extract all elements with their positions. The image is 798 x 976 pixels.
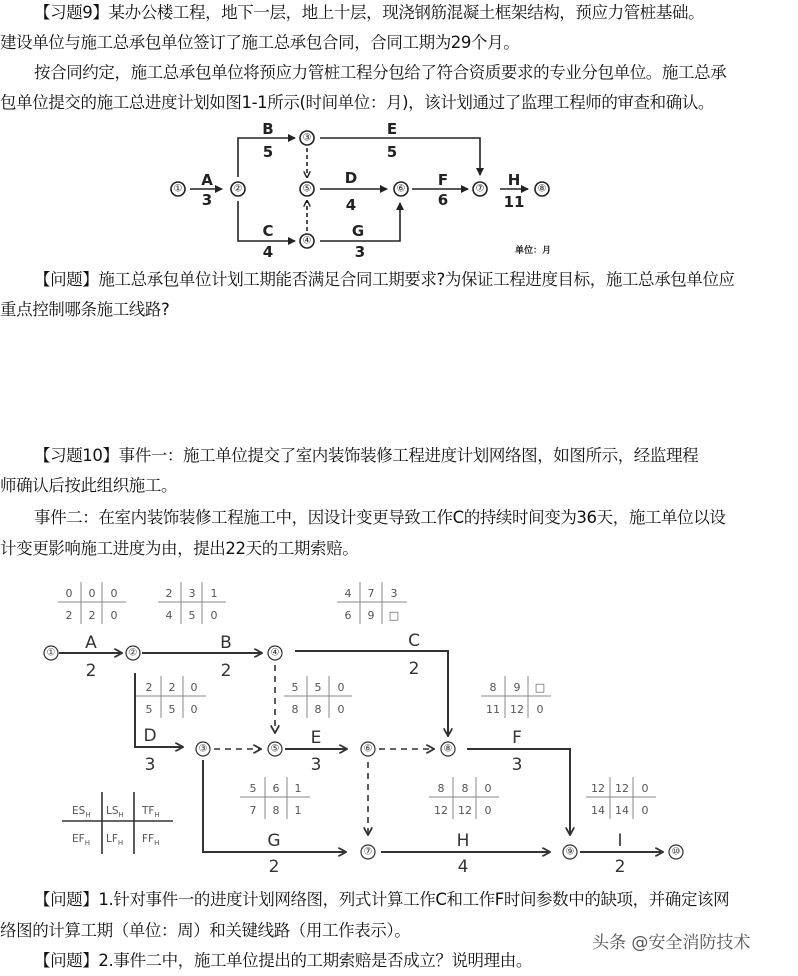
svg-text:14: 14 (615, 804, 629, 817)
svg-text:0: 0 (210, 609, 218, 622)
p9-node-4: ④ (302, 235, 312, 247)
p10-node-5: ⑤ (270, 743, 280, 755)
p10-params-f-ls: 9 (513, 681, 521, 694)
svg-text:5: 5 (249, 782, 257, 795)
svg-text:4: 4 (165, 609, 173, 622)
problem10-network-diagram (0, 570, 798, 875)
p9-node-2: ② (233, 183, 243, 195)
svg-text:7: 7 (249, 804, 257, 817)
svg-text:6: 6 (344, 609, 352, 622)
p10-activity-c-duration: 2 (408, 659, 420, 679)
p10-activity-b-name: B (220, 633, 232, 653)
p9-node-6: ⑥ (396, 183, 406, 195)
p10-activity-g-name: G (267, 831, 281, 851)
svg-text:0: 0 (337, 681, 345, 694)
p9-activity-a-name: A (201, 171, 213, 189)
p10-activity-d-duration: 3 (144, 755, 156, 775)
svg-text:ESH: $ES_H$ (72, 805, 91, 819)
p9-activity-g-duration: 3 (354, 243, 366, 260)
p10-params-f-missing-tf: □ (534, 681, 546, 694)
svg-text:8: 8 (461, 782, 469, 795)
svg-text:2: 2 (168, 681, 176, 694)
p10-params-i (586, 777, 656, 819)
svg-text:9: 9 (367, 609, 375, 622)
p9-node-8: ⑧ (537, 183, 547, 195)
svg-text:0: 0 (190, 681, 198, 694)
p10-params-a (58, 582, 126, 624)
p10-params-c (337, 582, 407, 624)
p10-activity-i-name: I (617, 831, 623, 851)
p10-params-f (481, 676, 551, 718)
p10-activity-e-name: E (310, 728, 322, 748)
svg-text:0: 0 (641, 804, 649, 817)
p9-activity-g-name: G (351, 222, 365, 240)
p10-activity-a-name: A (85, 633, 97, 653)
svg-text:12: 12 (615, 782, 629, 795)
p9-activity-c-name: C (262, 222, 274, 240)
svg-text:TFH: $TF_H$ (142, 805, 160, 819)
problem10-line4: 计变更影响施工进度为由，提出22天的工期索赔。 (0, 539, 359, 558)
svg-text:5: 5 (168, 703, 176, 716)
p9-activity-e-name: E (386, 120, 398, 138)
p9-activity-f-name: F (437, 171, 449, 189)
p10-activity-a-duration: 2 (85, 661, 97, 681)
p9-node-5: ⑤ (302, 183, 312, 195)
problem9-line2: 建设单位与施工总承包单位签订了施工总承包合同，合同工期为29个月。 (0, 33, 520, 52)
p10-node-6: ⑥ (363, 743, 373, 755)
p10-node-4: ④ (270, 647, 280, 659)
problem10-question2: 【问题】2.事件二中，施工单位提出的工期索赔是否成立？说明理由。 (34, 951, 532, 970)
p10-params-b (158, 582, 226, 624)
svg-text:12: 12 (510, 703, 524, 716)
svg-text:14: 14 (591, 804, 605, 817)
problem10-line3: 事件二：在室内装饰装修工程施工中，因设计变更导致工作C的持续时间变为36天，施工单位以设 (34, 508, 726, 527)
svg-text:6: 6 (272, 782, 280, 795)
p10-activity-e-duration: 3 (310, 755, 322, 775)
p9-node-7: ⑦ (475, 183, 485, 195)
problem9-question-line2: 重点控制哪条施工线路? (0, 300, 170, 319)
svg-text:3: 3 (390, 587, 398, 600)
svg-text:FFH: $FF_H$ (142, 833, 160, 847)
p10-node-9: ⑨ (565, 846, 575, 858)
svg-text:0: 0 (337, 703, 345, 716)
p10-params-h (429, 777, 499, 819)
p9-activity-h-name: H (507, 171, 521, 189)
p10-activity-i-duration: 2 (614, 857, 626, 875)
p10-params-c-missing-ff: □ (388, 609, 400, 622)
p9-activity-a-duration: 3 (201, 191, 213, 209)
svg-text:12: 12 (591, 782, 605, 795)
svg-text:0: 0 (110, 609, 118, 622)
p9-activity-b-name: B (262, 120, 274, 138)
svg-text:5: 5 (145, 703, 153, 716)
svg-text:5: 5 (291, 681, 299, 694)
svg-text:LFH: $LF_H$ (106, 833, 124, 847)
p9-node-1: ① (173, 183, 183, 195)
p10-parameter-legend (62, 792, 173, 854)
svg-text:1: 1 (210, 587, 218, 600)
svg-text:1: 1 (294, 804, 302, 817)
svg-text:2: 2 (65, 609, 73, 622)
p9-activity-d-duration: 4 (345, 196, 357, 214)
problem9-network-diagram (160, 115, 580, 260)
problem10-line1: 【习题10】事件一：施工单位提交了室内装饰装修工程进度计划网络图，如图所示，经监理程 (34, 446, 699, 465)
problem9-question-line1: 【问题】施工总承包单位计划工期能否满足合同工期要求?为保证工程进度目标，施工总承包单位应 (34, 270, 735, 289)
p10-params-g (240, 777, 310, 819)
svg-text:2: 2 (145, 681, 153, 694)
p10-node-3: ③ (198, 743, 208, 755)
problem9-line4: 包单位提交的施工总进度计划如图1-1所示(时间单位：月)，该计划通过了监理工程师的审查和确认。 (0, 93, 715, 112)
p9-activity-b-duration: 5 (262, 143, 274, 161)
svg-text:11: 11 (486, 703, 500, 716)
p9-activity-c-duration: 4 (262, 243, 274, 260)
svg-text:2: 2 (88, 609, 96, 622)
problem10-question1-line1: 【问题】1.针对事件一的进度计划网络图，列式计算工作C和工作F时间参数中的缺项，并确定该网 (34, 890, 730, 909)
svg-text:0: 0 (65, 587, 73, 600)
problem10-question1-line2: 络图的计算工期（单位：周）和关键线路（用工作表示）。 (0, 921, 411, 940)
svg-text:2: 2 (165, 587, 173, 600)
p9-activity-f-duration: 6 (437, 191, 449, 209)
svg-text:EFH: $EF_H$ (72, 833, 90, 847)
watermark: 头条 @安全消防技术 (592, 933, 751, 953)
svg-text:5: 5 (314, 681, 322, 694)
p9-activity-h-duration: 11 (503, 193, 525, 211)
svg-text:0: 0 (484, 804, 492, 817)
svg-text:3: 3 (188, 587, 196, 600)
svg-text:5: 5 (188, 609, 196, 622)
p10-activity-c-name: C (408, 631, 420, 651)
svg-text:0: 0 (536, 703, 544, 716)
svg-text:1: 1 (294, 782, 302, 795)
p10-node-10: ⑩ (671, 846, 681, 858)
svg-text:8: 8 (314, 703, 322, 716)
p9-activity-d-name: D (344, 169, 358, 187)
svg-text:LSH: $LS_H$ (106, 805, 124, 819)
p10-node-2: ② (128, 647, 138, 659)
svg-text:0: 0 (641, 782, 649, 795)
p10-params-e (284, 676, 352, 718)
svg-text:0: 0 (190, 703, 198, 716)
problem9-line3: 按合同约定，施工总承包单位将预应力管桩工程分包给了符合资质要求的专业分包单位。施工总承 (34, 63, 727, 82)
problem9-line1: 【习题9】某办公楼工程，地下一层，地上十层，现浇钢筋混凝土框架结构，预应力管桩基础。 (34, 3, 705, 22)
svg-text:4: 4 (344, 587, 352, 600)
svg-text:0: 0 (88, 587, 96, 600)
svg-text:12: 12 (458, 804, 472, 817)
p10-node-1: ① (46, 647, 56, 659)
p10-activity-f-duration: 3 (511, 755, 523, 775)
svg-text:8: 8 (291, 703, 299, 716)
problem10-line2: 师确认后按此组织施工。 (0, 476, 178, 495)
p10-activity-b-duration: 2 (220, 661, 232, 681)
svg-text:12: 12 (434, 804, 448, 817)
p10-node-8: ⑧ (443, 743, 453, 755)
svg-text:0: 0 (110, 587, 118, 600)
p10-activity-g-duration: 2 (268, 857, 280, 875)
p9-unit-label: 单位：月 (515, 246, 552, 256)
svg-text:8: 8 (272, 804, 280, 817)
p10-activity-h-duration: 4 (457, 857, 469, 875)
p10-params-d (136, 676, 206, 718)
p9-activity-e-duration: 5 (386, 143, 398, 161)
p10-activity-d-name: D (143, 726, 157, 746)
p10-node-7: ⑦ (363, 846, 373, 858)
p9-node-3: ③ (302, 132, 312, 144)
p10-activity-h-name: H (456, 831, 470, 851)
svg-text:0: 0 (484, 782, 492, 795)
svg-text:8: 8 (489, 681, 497, 694)
p10-activity-f-name: F (512, 728, 522, 748)
svg-text:7: 7 (367, 587, 375, 600)
svg-text:8: 8 (437, 782, 445, 795)
